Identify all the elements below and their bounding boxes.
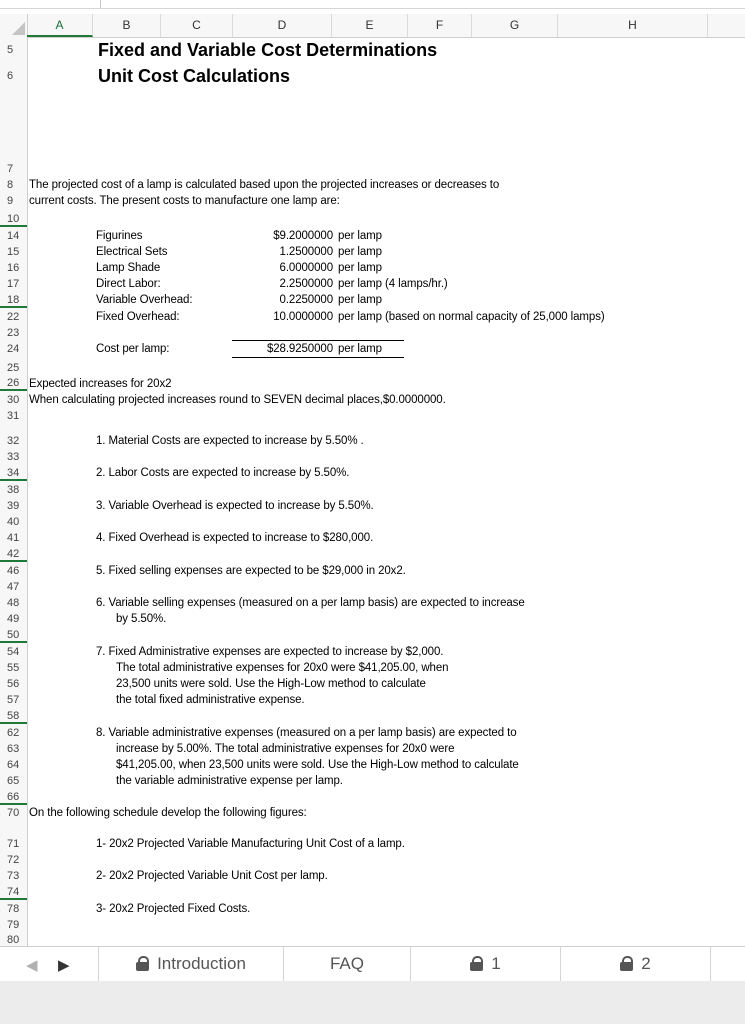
row-header[interactable]: 16 (7, 262, 20, 274)
cost-label-variable-overhead[interactable]: Variable Overhead: (96, 294, 193, 306)
cost-value-electrical[interactable]: 1.2500000 (279, 246, 333, 258)
formula-bar-edge (0, 0, 745, 9)
row-header[interactable]: 74 (7, 886, 20, 898)
row-header[interactable]: 5 (7, 44, 14, 56)
page-subtitle[interactable]: Unit Cost Calculations (98, 66, 291, 86)
column-header-f[interactable]: F (408, 14, 472, 37)
rounding-note[interactable]: When calculating projected increases round to SEVEN decimal places,$0.0000000. (29, 394, 446, 406)
column-header-c[interactable]: C (161, 14, 233, 37)
row-header[interactable]: 18 (7, 294, 20, 306)
total-label[interactable]: Cost per lamp: (96, 343, 170, 355)
row-header[interactable]: 31 (7, 410, 20, 422)
tab-introduction[interactable] (98, 947, 284, 981)
row-header[interactable]: 71 (7, 838, 20, 850)
hidden-rows-marker (0, 641, 27, 643)
cost-value-figurines[interactable]: $9.2000000 (273, 230, 333, 242)
tab-label: 1 (491, 954, 501, 973)
increase-item-8[interactable]: 8. Variable administrative expenses (measured on a per lamp basis) are expected to (96, 727, 517, 739)
row-header[interactable]: 56 (7, 678, 20, 690)
next-sheet-icon[interactable]: ▶ (58, 957, 70, 974)
row-header[interactable]: 38 (7, 484, 20, 496)
hidden-rows-marker (0, 479, 27, 481)
cost-label-lamp-shade[interactable]: Lamp Shade (96, 262, 161, 274)
tab-faq[interactable] (284, 947, 411, 981)
lock-icon (470, 956, 483, 971)
row-header[interactable]: 72 (7, 854, 20, 866)
figure-item-2[interactable]: 2- 20x2 Projected Variable Unit Cost per lamp. (96, 870, 328, 882)
row-header[interactable]: 57 (7, 694, 20, 706)
tab-2[interactable] (561, 947, 711, 981)
increase-item-3[interactable]: 3. Variable Overhead is expected to increase by 5.50%. (96, 500, 374, 512)
intro-line-2[interactable]: current costs. The present costs to manufacture one lamp are: (29, 195, 340, 207)
row-header[interactable]: 47 (7, 581, 20, 593)
intro-line-1[interactable]: The projected cost of a lamp is calculated based upon the projected increases or decreases to (29, 179, 500, 191)
select-all-corner[interactable] (0, 14, 28, 37)
lock-icon (620, 956, 633, 971)
increase-item-5[interactable]: 5. Fixed selling expenses are expected to be $29,000 in 20x2. (96, 565, 406, 577)
row-header[interactable]: 40 (7, 516, 20, 528)
cost-value-direct-labor[interactable]: 2.2500000 (279, 278, 333, 290)
row-header[interactable]: 70 (7, 807, 20, 819)
increase-item-7-cont[interactable]: The total administrative expenses for 20x0 were $41,205.00, when (116, 662, 449, 674)
hidden-rows-marker (0, 898, 27, 900)
cost-unit[interactable]: per lamp (338, 262, 382, 274)
hidden-rows-marker (0, 722, 27, 724)
row-header[interactable]: 58 (7, 710, 20, 722)
cost-label-direct-labor[interactable]: Direct Labor: (96, 278, 161, 290)
tab-label: Introduction (157, 954, 246, 973)
increase-item-8-cont[interactable]: the variable administrative expense per lamp. (116, 775, 343, 787)
row-header[interactable]: 10 (7, 213, 20, 225)
lock-icon (136, 956, 149, 971)
hidden-rows-marker (0, 225, 27, 227)
row-header[interactable]: 73 (7, 870, 20, 882)
total-rule-bottom (232, 357, 404, 358)
row-header[interactable]: 42 (7, 548, 20, 560)
cost-unit[interactable]: per lamp (338, 294, 382, 306)
tab-1[interactable] (411, 947, 561, 981)
row-header[interactable]: 64 (7, 759, 20, 771)
cost-label-fixed-overhead[interactable]: Fixed Overhead: (96, 311, 180, 323)
tab-label: FAQ (329, 954, 364, 973)
row-header[interactable]: 15 (7, 246, 20, 258)
cost-unit[interactable]: per lamp (338, 230, 382, 242)
row-header[interactable]: 9 (7, 195, 14, 207)
row-header[interactable]: 46 (7, 565, 20, 577)
cost-label-figurines[interactable]: Figurines (96, 230, 143, 242)
column-header-h[interactable]: H (558, 14, 708, 37)
column-header-e[interactable]: E (332, 14, 408, 37)
increase-item-2[interactable]: 2. Labor Costs are expected to increase by 5.50%. (96, 467, 350, 479)
row-header[interactable]: 41 (7, 532, 20, 544)
total-rule-top (232, 340, 404, 341)
increase-item-1[interactable]: 1. Material Costs are expected to increase by 5.50% . (96, 435, 364, 447)
schedule-heading[interactable]: On the following schedule develop the following figures: (29, 807, 307, 819)
row-header[interactable]: 50 (7, 629, 20, 641)
cost-unit[interactable]: per lamp (338, 246, 382, 258)
row-header[interactable]: 63 (7, 743, 20, 755)
hidden-rows-marker (0, 803, 27, 805)
total-unit[interactable]: per lamp (338, 343, 382, 355)
column-header-g[interactable]: G (472, 14, 558, 37)
tab-label: 2 (641, 954, 651, 973)
row-header[interactable]: 65 (7, 775, 20, 787)
row-header[interactable]: 22 (7, 311, 20, 323)
row-header[interactable]: 33 (7, 451, 20, 463)
row-header[interactable]: 7 (7, 163, 14, 175)
row-header[interactable]: 25 (7, 362, 20, 374)
figure-item-1[interactable]: 1- 20x2 Projected Variable Manufacturing Unit Cost of a lamp. (96, 838, 405, 850)
hidden-rows-marker (0, 306, 27, 308)
row-header[interactable]: 66 (7, 791, 20, 803)
row-header[interactable]: 14 (7, 230, 20, 242)
row-header[interactable]: 30 (7, 394, 20, 406)
increase-item-7-cont[interactable]: the total fixed administrative expense. (116, 694, 305, 706)
row-header[interactable]: 39 (7, 500, 20, 512)
increase-item-4[interactable]: 4. Fixed Overhead is expected to increase to $280,000. (96, 532, 374, 544)
cost-unit[interactable]: per lamp (4 lamps/hr.) (338, 278, 448, 290)
row-header[interactable]: 24 (7, 343, 20, 355)
cost-unit[interactable]: per lamp (based on normal capacity of 25,000 lamps) (338, 311, 605, 323)
row-header[interactable]: 54 (7, 646, 20, 658)
increase-item-7[interactable]: 7. Fixed Administrative expenses are expected to increase by $2,000. (96, 646, 444, 658)
row-header[interactable]: 78 (7, 903, 20, 915)
row-header[interactable]: 23 (7, 327, 20, 339)
increase-item-7-cont[interactable]: 23,500 units were sold. Use the High-Low method to calculate (116, 678, 426, 690)
column-header-bar (0, 14, 745, 38)
cost-label-electrical[interactable]: Electrical Sets (96, 246, 168, 258)
row-header[interactable]: 6 (7, 70, 14, 82)
increase-item-6-cont[interactable]: by 5.50%. (116, 613, 167, 625)
cost-value-variable-overhead[interactable]: 0.2250000 (279, 294, 333, 306)
increase-item-8-cont[interactable]: increase by 5.00%. The total administrative expenses for 20x0 were (116, 743, 455, 755)
row-header[interactable]: 55 (7, 662, 20, 674)
figure-item-3[interactable]: 3- 20x2 Projected Fixed Costs. (96, 903, 251, 915)
row-header[interactable]: 48 (7, 597, 20, 609)
cost-value-fixed-overhead[interactable]: 10.0000000 (273, 311, 333, 323)
row-header[interactable]: 32 (7, 435, 20, 447)
row-header[interactable]: 8 (7, 179, 14, 191)
row-header[interactable]: 79 (7, 919, 20, 931)
hidden-rows-marker (0, 560, 27, 562)
cost-value-lamp-shade[interactable]: 6.0000000 (279, 262, 333, 274)
page-title[interactable]: Fixed and Variable Cost Determinations (98, 40, 438, 60)
row-header[interactable]: 62 (7, 727, 20, 739)
hidden-rows-marker (0, 389, 27, 391)
column-header-a[interactable]: A (27, 14, 93, 37)
column-header-b[interactable]: B (93, 14, 161, 37)
row-header[interactable]: 80 (7, 934, 20, 946)
row-header[interactable]: 17 (7, 278, 20, 290)
row-header[interactable]: 26 (7, 377, 20, 389)
total-value[interactable]: $28.9250000 (266, 343, 333, 355)
column-header-d[interactable]: D (233, 14, 332, 37)
increases-heading[interactable]: Expected increases for 20x2 (29, 378, 172, 390)
previous-sheet-icon[interactable]: ◀ (26, 957, 38, 974)
increase-item-6[interactable]: 6. Variable selling expenses (measured on a per lamp basis) are expected to increase (96, 597, 525, 609)
increase-item-8-cont[interactable]: $41,205.00, when 23,500 units were sold. Use the High-Low method to calculate (116, 759, 519, 771)
status-bar (0, 981, 745, 1024)
row-header[interactable]: 49 (7, 613, 20, 625)
sheet-tab-bar (0, 946, 745, 982)
row-header[interactable]: 34 (7, 467, 20, 479)
